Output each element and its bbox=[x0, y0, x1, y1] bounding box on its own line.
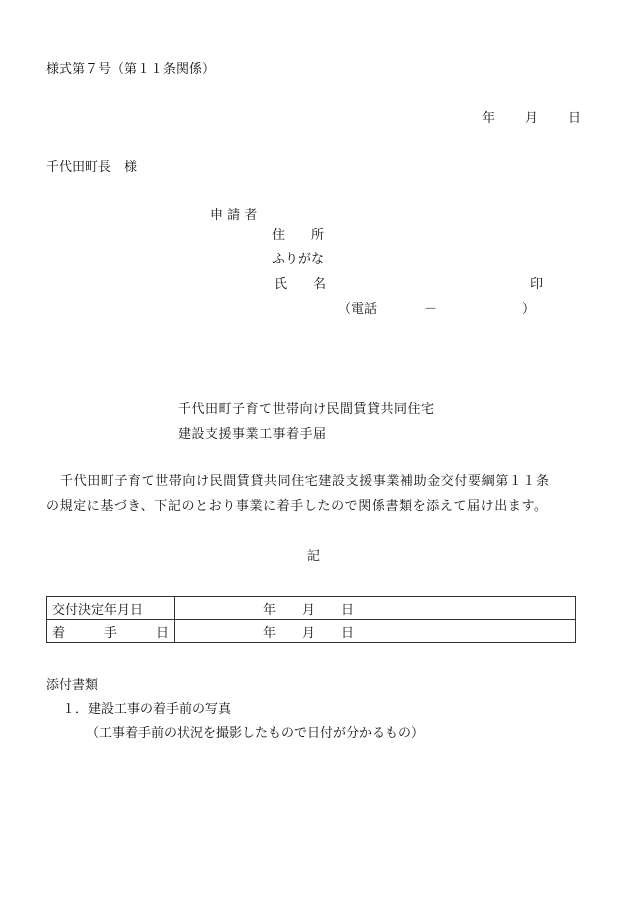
title-line-1: 千代田町子育て世帯向け民間賃貸共同住宅 bbox=[178, 402, 435, 417]
date-year: 年 bbox=[482, 111, 496, 126]
body-line-1: 千代田町子育て世帯向け民間賃貸共同住宅建設支援事業補助金交付要綱第１１条 bbox=[60, 474, 550, 489]
body-line-2: の規定に基づき、下記のとおり事業に着手したので関係書類を添えて届け出ます。 bbox=[46, 499, 548, 514]
table-value: 年 月 日 bbox=[175, 620, 576, 643]
table-label: 交付決定年月日 bbox=[47, 597, 175, 620]
table-row bbox=[47, 620, 576, 643]
addressee: 千代田町長 様 bbox=[46, 160, 138, 175]
table-label: 着 手 日 bbox=[47, 620, 175, 643]
phone-open: （電話 bbox=[338, 302, 378, 317]
phone-close: ） bbox=[522, 302, 536, 317]
name-label: 氏 名 bbox=[274, 277, 327, 292]
ki-heading: 記 bbox=[307, 549, 321, 564]
applicant-heading: 申 請 者 bbox=[210, 208, 258, 223]
dates-table bbox=[46, 596, 576, 643]
date-month: 月 bbox=[525, 111, 539, 126]
attachment-note: （工事着手前の状況を撮影したもので日付が分かるもの） bbox=[86, 726, 425, 741]
attachments-heading: 添付書類 bbox=[46, 678, 99, 693]
table-value: 年 月 日 bbox=[175, 597, 576, 620]
phone-dash: － bbox=[424, 302, 438, 317]
date-day: 日 bbox=[568, 111, 582, 126]
title-line-2: 建設支援事業工事着手届 bbox=[178, 427, 327, 442]
furigana-label: ふりがな bbox=[272, 252, 325, 267]
seal-mark: 印 bbox=[530, 277, 544, 292]
form-number: 様式第７号（第１１条関係） bbox=[46, 62, 216, 77]
table-row bbox=[47, 597, 576, 620]
attachment-item: １．建設工事の着手前の写真 bbox=[62, 702, 232, 717]
address-label: 住 所 bbox=[272, 228, 325, 243]
